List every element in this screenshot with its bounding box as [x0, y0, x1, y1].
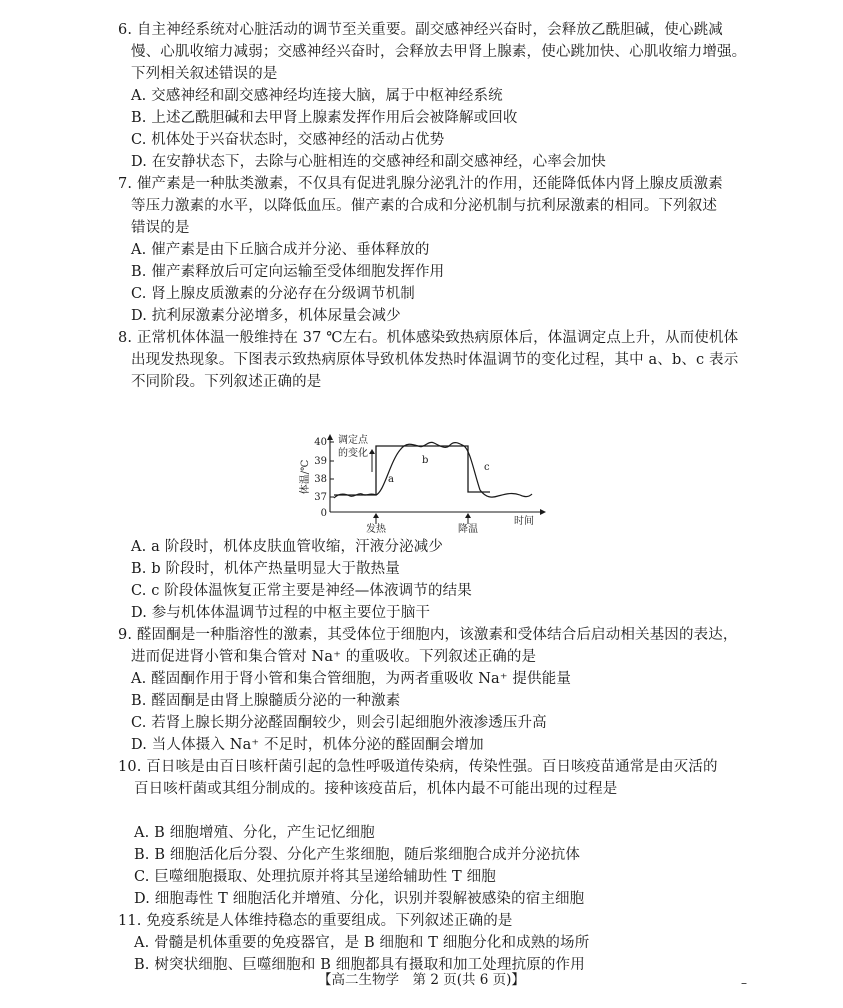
- q6-stem-line-1: 6. 自主神经系统对心脏活动的调节至关重要。副交感神经兴奋时，会释放乙酰胆碱，使心跳减: [118, 22, 723, 38]
- q7-stem-line-1: 7. 催产素是一种肽类激素，不仅具有促进乳腺分泌乳汁的作用，还能降低体内肾上腺皮质激素: [118, 176, 723, 192]
- q9-option-d: D. 当人体摄入 Na⁺ 不足时，机体分泌的醛固酮会增加: [131, 737, 484, 753]
- q6-stem-line-2: 慢、心肌收缩力减弱；交感神经兴奋时，会释放去甲肾上腺素，使心跳加快、心肌收缩力增强。: [131, 44, 747, 60]
- q8-option-a: A. a 阶段时，机体皮肤血管收缩，汗液分泌减少: [131, 539, 444, 555]
- q9-option-b: B. 醛固酮是由肾上腺髓质分泌的一种激素: [131, 693, 401, 709]
- q9-option-c: C. 若肾上腺长期分泌醛固酮较少，则会引起细胞外液渗透压升高: [131, 715, 547, 731]
- q11-option-b: B. 树突状细胞、巨噬细胞和 B 细胞都具有摄取和加工处理抗原的作用: [134, 957, 585, 973]
- setpoint-label-line-2: 的变化: [338, 448, 368, 459]
- q7-stem-line-2: 等压力激素的水平，以降低血压。催产素的合成和分泌机制与抗利尿激素的相同。下列叙述: [131, 198, 717, 214]
- fever-marker-arrow: [373, 513, 379, 518]
- x-axis-label: 时间: [514, 516, 534, 527]
- page-footer: 【高二生物学 第 2 页(共 6 页)】: [318, 972, 525, 988]
- q6-option-b: B. 上述乙酰胆碱和去甲肾上腺素发挥作用后会被降解或回收: [131, 110, 518, 126]
- q6-stem-line-3: 下列相关叙述错误的是: [131, 66, 278, 82]
- q9-stem-line-2: 进而促进肾小管和集合管对 Na⁺ 的重吸收。下列叙述正确的是: [131, 649, 537, 665]
- q7-option-b: B. 催产素释放后可定向运输至受体细胞发挥作用: [131, 264, 445, 280]
- q9-stem-line-1: 9. 醛固酮是一种脂溶性的激素，其受体位于细胞内，该激素和受体结合后启动相关基因的表达，: [118, 627, 738, 643]
- marker-fever-label: 发热: [366, 524, 386, 535]
- q10-option-a: A. B 细胞增殖、分化，产生记忆细胞: [134, 825, 375, 841]
- q6-option-c: C. 机体处于兴奋状态时，交感神经的活动占优势: [131, 132, 445, 148]
- x-axis-arrow: [540, 509, 546, 515]
- q8-stem-line-3: 不同阶段。下列叙述正确的是: [131, 374, 322, 390]
- q10-option-c: C. 巨噬细胞摄取、处理抗原并将其呈递给辅助性 T 细胞: [134, 869, 496, 885]
- setpoint-arrow-head: [369, 449, 375, 454]
- temperature-figure: [300, 432, 550, 535]
- ytick-label-38: 38: [314, 474, 327, 485]
- q10-option-d: D. 细胞毒性 T 细胞活化并增殖、分化，识别并裂解被感染的宿主细胞: [134, 891, 585, 907]
- stage-label-c: c: [484, 462, 490, 473]
- stage-label-b: b: [422, 455, 429, 466]
- q11-option-a: A. 骨髓是机体重要的免疫器官，是 B 细胞和 T 细胞分化和成熟的场所: [134, 935, 590, 951]
- ytick-label-39: 39: [314, 456, 327, 467]
- q7-stem-line-3: 错误的是: [131, 220, 190, 236]
- q10-option-b: B. B 细胞活化后分裂、分化产生浆细胞，随后浆细胞合成并分泌抗体: [134, 847, 581, 863]
- q8-option-b: B. b 阶段时，机体产热量明显大于散热量: [131, 561, 400, 577]
- y-axis-arrow: [327, 434, 333, 440]
- q7-option-a: A. 催产素是由下丘脑合成并分泌、垂体释放的: [131, 242, 430, 258]
- q6-option-d: D. 在安静状态下，去除与心脏相连的交感神经和副交感神经，心率会加快: [131, 154, 606, 170]
- q11-stem-line-1: 11. 免疫系统是人体维持稳态的重要组成。下列叙述正确的是: [118, 913, 513, 929]
- q10-stem-line-1: 10. 百日咳是由百日咳杆菌引起的急性呼吸道传染病，传染性强。百日咳疫苗通常是由灭活的: [118, 759, 718, 775]
- q7-option-d: D. 抗利尿激素分泌增多，机体尿量会减少: [131, 308, 401, 324]
- q8-option-d: D. 参与机体体温调节过程的中枢主要位于脑干: [131, 605, 431, 621]
- stage-label-a: a: [388, 474, 394, 485]
- q10-stem-line-2: 百日咳杆菌或其组分制成的。接种该疫苗后，机体内最不可能出现的过程是: [134, 781, 618, 797]
- setpoint-label-line-1: 调定点: [338, 435, 368, 446]
- corner-mark: –: [741, 976, 747, 990]
- ytick-label-0: 0: [320, 508, 327, 519]
- ytick-label-40: 40: [314, 437, 327, 448]
- y-axis-label: 体温/℃: [300, 459, 311, 495]
- q9-option-a: A. 醛固酮作用于肾小管和集合管细胞，为两者重吸收 Na⁺ 提供能量: [131, 671, 571, 687]
- ytick-label-37: 37: [314, 492, 327, 503]
- marker-cooling-label: 降温: [458, 524, 478, 535]
- cooling-marker-arrow: [465, 513, 471, 518]
- q6-option-a: A. 交感神经和副交感神经均连接大脑，属于中枢神经系统: [131, 88, 503, 104]
- q8-stem-line-2: 出现发热现象。下图表示致热病原体导致机体发热时体温调节的变化过程，其中 a、b、c 表示: [131, 352, 739, 368]
- q8-stem-line-1: 8. 正常机体体温一般维持在 37 ℃左右。机体感染致热病原体后，体温调定点上升，从而使机体: [118, 330, 739, 346]
- q8-option-c: C. c 阶段体温恢复正常主要是神经—体液调节的结果: [131, 583, 472, 599]
- temperature-diagram: [300, 432, 550, 535]
- q7-option-c: C. 肾上腺皮质激素的分泌存在分级调节机制: [131, 286, 415, 302]
